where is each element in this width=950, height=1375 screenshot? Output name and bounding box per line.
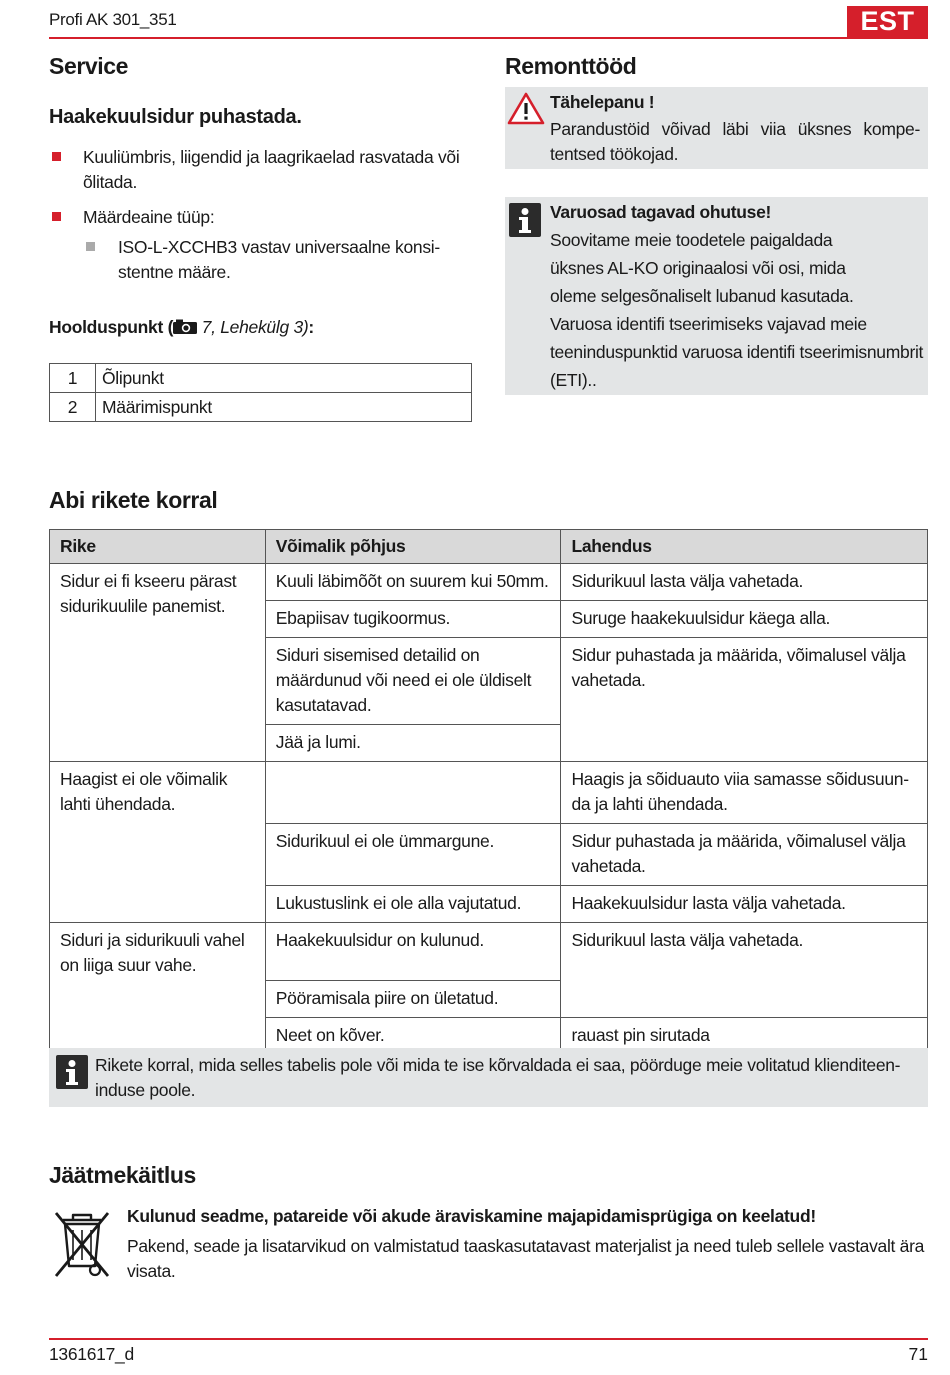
point-label: Määrimispunkt <box>96 393 472 422</box>
disposal-warning: Kulunud seadme, patareide või akude äraviskamine majapidamisprügiga on keelatud! <box>127 1206 816 1226</box>
faults-heading: Abi rikete korral <box>49 487 218 513</box>
bullet-square <box>52 212 61 221</box>
bullet-square <box>52 152 61 161</box>
info-icon <box>509 203 541 237</box>
crossed-bin-icon <box>51 1208 113 1280</box>
point-label: Õlipunkt <box>96 364 472 393</box>
solution-cell: Sidurikuul lasta välja vahetada. <box>561 564 928 601</box>
document-number: 1361617_d <box>49 1344 134 1364</box>
warning-triangle-icon <box>507 92 545 125</box>
table-row <box>50 564 928 601</box>
table-row <box>50 393 472 422</box>
fault-cell: Siduri ja sidurikuuli vahel on liiga suur vahe. <box>50 923 266 1055</box>
note-text: Rikete korral, mida selles tabelis pole või mida te ise kõrvaldada ei saa, pöörduge meie volitatud klienditeen- induse poole. <box>95 1055 901 1100</box>
service-sub-bullet: ISO-L-XCCHB3 vastav universaalne konsi- stentne määre. <box>118 237 440 282</box>
info-title: Varuosad tagavad ohutuse! <box>550 202 772 222</box>
table-row <box>50 923 928 981</box>
cause-cell: Ebapiisav tugikoormus. <box>265 601 561 638</box>
header-product-title: Profi AK 301_351 <box>49 10 177 29</box>
footer-divider <box>49 1338 928 1340</box>
fault-cell: Haagist ei ole võimalik lahti ühendada. <box>50 762 266 923</box>
disposal-text: Pakend, seade ja lisatarvikud on valmistatud taaskasutatavast materjalist ja need tuleb sellele vastavalt ära visata. <box>127 1236 925 1281</box>
cause-cell: Neet on kõver. <box>265 1018 561 1055</box>
cause-cell: Sidurikuul ei ole ümmargune. <box>265 824 561 886</box>
solution-cell: rauast pin sirutada <box>561 1018 928 1055</box>
column-header-solution: Lahendus <box>561 530 928 564</box>
service-bullet-2: Määrdeaine tüüp: <box>83 207 215 227</box>
fault-cell: Sidur ei fi kseeru pärast sidurikuulile panemist. <box>50 564 266 762</box>
solution-cell: Haakekuulsidur lasta välja vahetada. <box>561 886 928 923</box>
faults-table <box>49 529 928 1055</box>
cause-cell: Siduri sisemised detailid on määrdunud või need ei ole üldiselt kasutatavad. <box>265 638 561 725</box>
solution-cell: Suruge haakekuulsidur käega alla. <box>561 601 928 638</box>
solution-cell: Sidurikuul lasta välja vahetada. <box>561 923 928 1018</box>
solution-cell: Haagis ja sõiduauto viia samasse sõidusuun- da ja lahti ühendada. <box>561 762 928 824</box>
info-icon <box>56 1055 88 1089</box>
info-box-spare-parts <box>505 197 928 395</box>
cause-cell: Pööramisala piire on ületatud. <box>265 981 561 1018</box>
solution-cell: Sidur puhastada ja määrida, võimalusel välja vahetada. <box>561 638 928 762</box>
page-number: 71 <box>908 1344 928 1364</box>
disposal-heading: Jäätmekäitlus <box>49 1162 196 1188</box>
point-number: 2 <box>50 393 96 422</box>
cause-cell: Haakekuulsidur on kulunud. <box>265 923 561 981</box>
table-header-row <box>50 530 928 564</box>
camera-icon <box>173 319 197 334</box>
table-row <box>50 364 472 393</box>
cause-cell: Kuuli läbimõõt on suurem kui 50mm. <box>265 564 561 601</box>
service-heading: Service <box>49 53 129 79</box>
maintenance-points-table <box>49 363 472 422</box>
warning-text: Parandustöid võivad läbi viia üksnes kompe- tentsed töökojad. <box>550 119 920 164</box>
header-divider <box>49 37 928 39</box>
column-header-cause: Võimalik põhjus <box>265 530 561 564</box>
solution-cell: Sidur puhastada ja määrida, võimalusel välja vahetada. <box>561 824 928 886</box>
service-bullet-1: Kuuliümbris, liigendid ja laagrikaelad rasvatada või õlitada. <box>83 147 460 192</box>
sub-bullet-square <box>86 242 95 251</box>
maintenance-point-label: Hoolduspunkt ( 7, Lehekülg 3): <box>49 317 314 337</box>
warning-title: Tähelepanu ! <box>550 92 655 112</box>
cause-cell: Jää ja lumi. <box>265 725 561 762</box>
point-number: 1 <box>50 364 96 393</box>
language-badge: EST <box>847 6 928 37</box>
service-subheading: Haakekuulsidur puhastada. <box>49 106 302 128</box>
cause-cell <box>265 762 561 824</box>
cause-cell: Lukustuslink ei ole alla vajutatud. <box>265 886 561 923</box>
info-box-service-note <box>49 1048 928 1107</box>
table-row <box>50 762 928 824</box>
column-header-fault: Rike <box>50 530 266 564</box>
info-text: Soovitame meie toodetele paigaldada üksnes AL-KO originaalosi või osi, mida oleme selgesõnaliselt lubanud kasutada. Varuosa identifi tseerimiseks vajavad meie teeninduspunktid varuosa identifi tseerimisnumbrit (ETI).. <box>550 230 924 390</box>
warning-box <box>505 87 928 169</box>
repair-heading: Remonttööd <box>505 53 637 79</box>
